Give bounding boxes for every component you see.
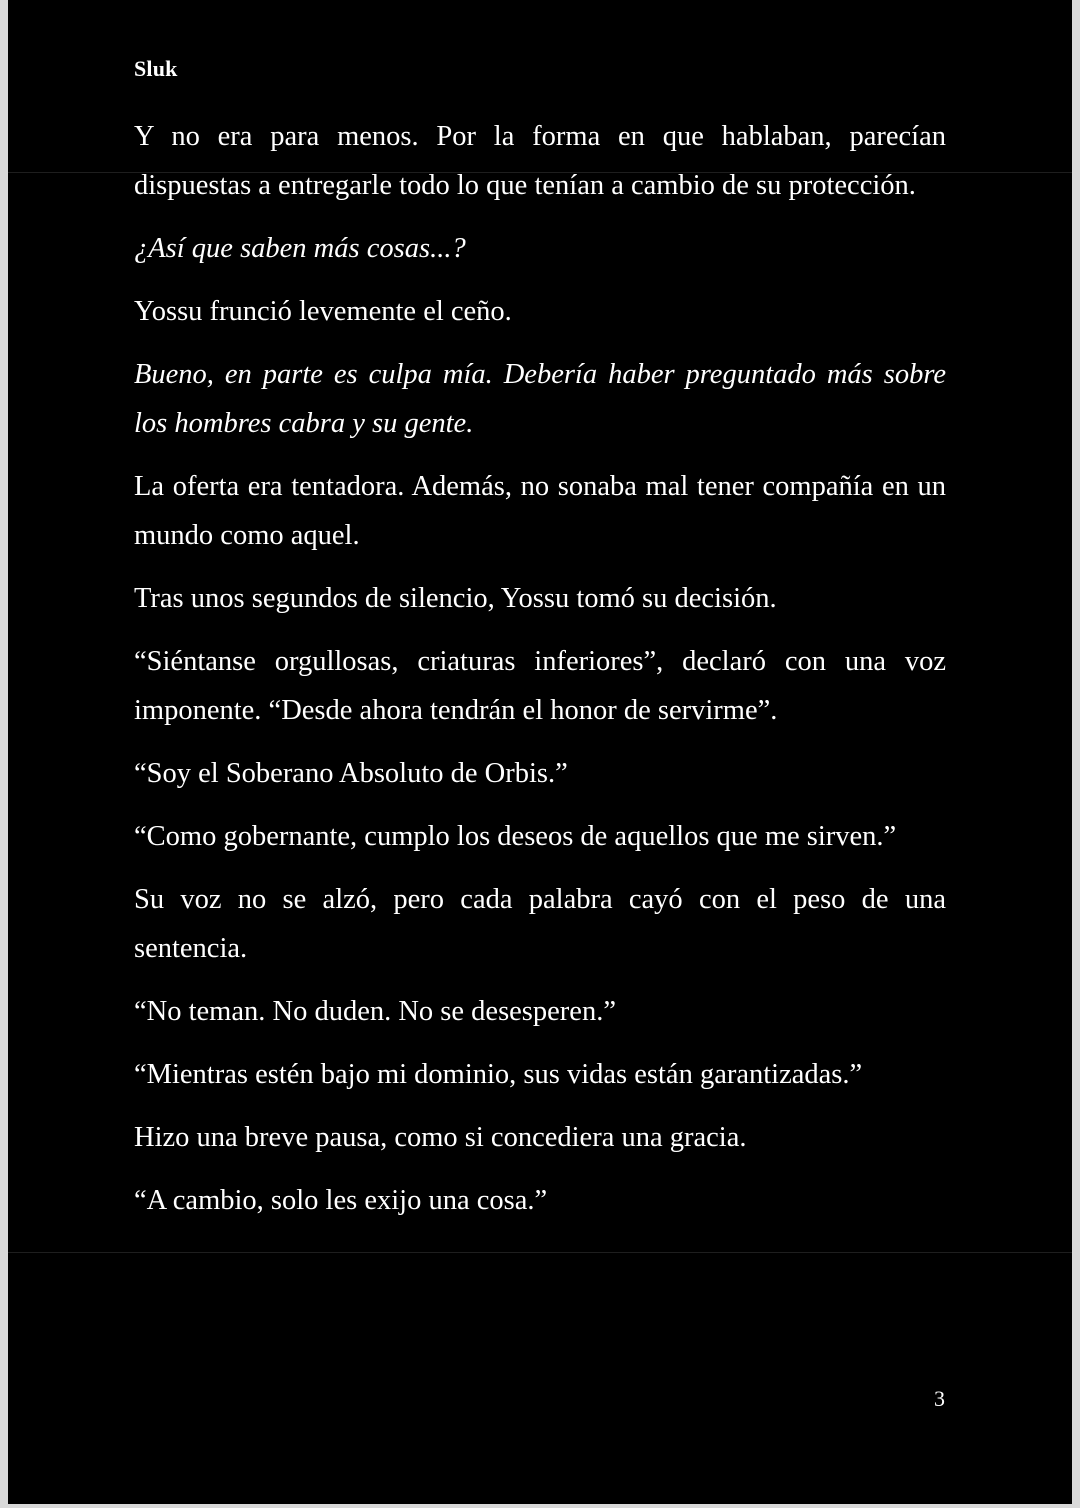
paragraph: Yossu frunció levemente el ceño.: [134, 296, 512, 327]
paragraph: Hizo una breve pausa, como si concediera una gracia.: [134, 1122, 747, 1153]
paragraph: Su voz no se alzó, pero cada palabra cayó con el peso de una sentencia.: [134, 884, 946, 964]
paragraph: “No teman. No duden. No se desesperen.”: [134, 996, 616, 1027]
paragraph: “Como gobernante, cumplo los deseos de aquellos que me sirven.”: [134, 821, 897, 852]
paragraph: Tras unos segundos de silencio, Yossu tomó su decisión.: [134, 583, 777, 614]
paragraph: “A cambio, solo les exijo una cosa.”: [134, 1185, 548, 1216]
page-number: 3: [934, 1386, 945, 1411]
paragraph: “Mientras estén bajo mi dominio, sus vidas están garantizadas.”: [134, 1059, 863, 1090]
running-header-author: Sluk: [134, 56, 178, 81]
paragraph: “Siéntanse orgullosas, criaturas inferiores”, declaró con una voz imponente. “Desde ahora tendrán el honor de servirme”.: [134, 646, 946, 726]
paragraph: “Soy el Soberano Absoluto de Orbis.”: [134, 758, 568, 789]
scan-line-artifact: [8, 1252, 1072, 1253]
paragraph: La oferta era tentadora. Además, no sonaba mal tener compañía en un mundo como aquel.: [134, 471, 946, 551]
paragraph: ¿Así que saben más cosas...?: [134, 233, 466, 264]
paragraph: Y no era para menos. Por la forma en que hablaban, parecían dispuestas a entregarle todo lo que tenían a cambio de su protección.: [134, 121, 946, 201]
chapter-body: [134, 112, 946, 1239]
paragraph: Bueno, en parte es culpa mía. Debería haber preguntado más sobre los hombres cabra y su gente.: [134, 359, 946, 439]
document-page: [8, 0, 1072, 1504]
